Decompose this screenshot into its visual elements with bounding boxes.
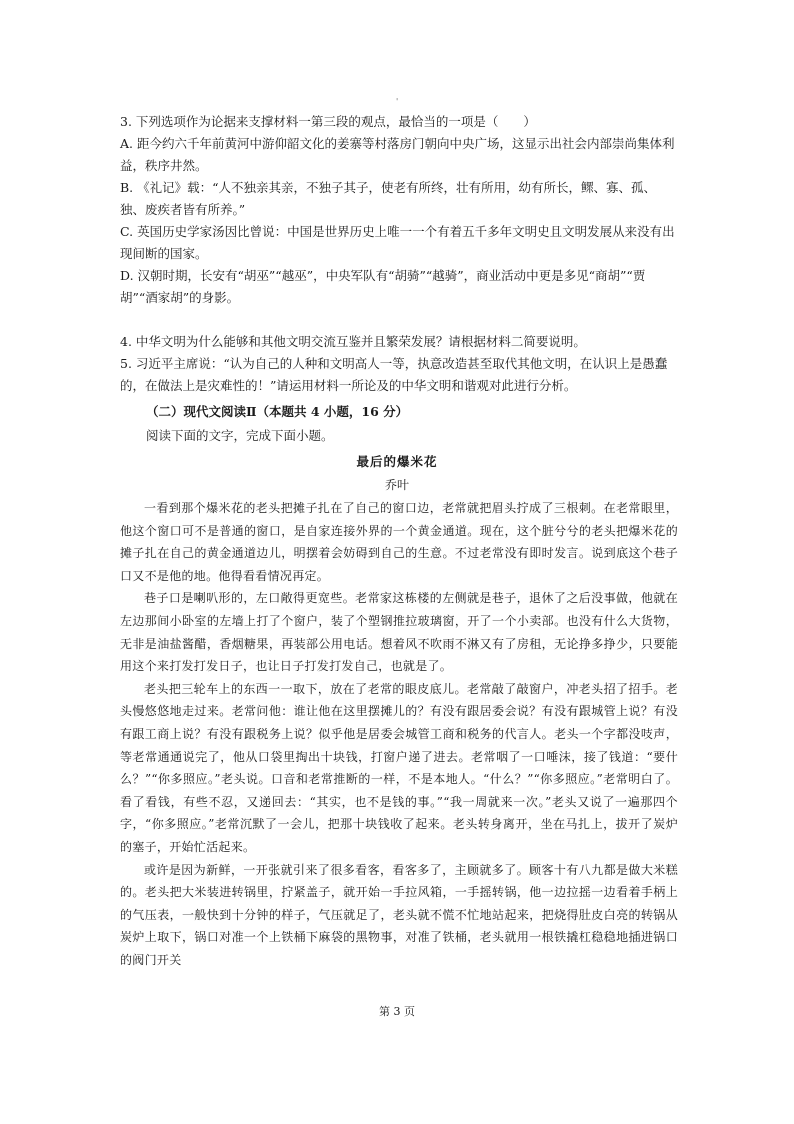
story-paragraph: 老头把三轮车上的东西一一取下，放在了老常的眼皮底儿。老常敲了敲窗户，冲老头招了招手。老头慢悠悠地走过来。老常问他：谁让他在这里摆摊儿的？有没有跟居委会说？有没有跟城管上说？有没有跟工商上说？有没有跟税务上说？似乎他是居委会城管工商和税务的代言人。老头一个字都没吱声，等老常通通说完了，他从口袋里掏出十块钱，打窗户递了进去。老常咽了一口唾沫，接了钱道：“要什么？”“你多照应。”老头说。口音和老常推断的一样，不是本地人。“什么？”“你多照应。”老常明白了。看了看钱，有些不忍，又递回去：“其实，也不是钱的事。”“我一周就来一次。”老头又说了一遍那四个字，“你多照应。”老常沉默了一会儿，把那十块钱收了起来。老头转身离开，坐在马扎上，拔开了炭炉的塞子，开始忙活起来。	[120, 681, 678, 854]
story-paragraph: 巷子口是喇叭形的，左口敞得更宽些。老常家这栋楼的左侧就是巷子，退休了之后没事做，他就在左边那间小卧室的左墙上打了个窗户，装了个塑钢推拉玻璃窗，开了一个小卖部。也没有什么大货物，无非是油盐酱醋，香烟糖果，再装部公用电话。想着风不吹雨不淋又有了房租，无论挣多挣少，只要能用这个来打发打发日子，也让日子打发打发自己，也就是了。	[120, 591, 678, 674]
option-b: B. 《礼记》载：“人不独亲其亲，不独子其子，使老有所终，壮有所用，幼有所长，鳏、寡、孤、独、废疾者皆有所养。”	[120, 180, 657, 217]
story-paragraph: 或许是因为新鲜，一开张就引来了很多看客，看客多了，主顾就多了。顾客十有八九都是做大米糕的。老头把大米装进转锅里，拧紧盖子，就开始一手拉风箱，一手摇转锅，他一边拉摇一边看着手柄上的气压表，一般快到十分钟的样子，气压就足了，老头就不慌不忙地站起来，把烧得肚皮白亮的转锅从炭炉上取下，锅口对准一个上铁桶下麻袋的黑物事，对准了铁桶，老头就用一根铁撬杠稳稳地插进锅口的阀门开关	[120, 862, 678, 967]
option-a: A. 距今约六千年前黄河中游仰韶文化的姜寨等村落房门朝向中央广场，这显示出社会内部崇尚集体利益，秩序井然。	[120, 136, 675, 173]
reading-instruction: 阅读下面的文字，完成下面小题。	[146, 428, 334, 443]
option-d: D. 汉朝时期，长安有“胡巫”“越巫”，中央军队有“胡骑”“越骑”，商业活动中更是多见“商胡”“贾胡”“酒家胡”的身影。	[120, 268, 646, 305]
question-stem: 4. 中华文明为什么能够和其他文明交流互鉴并且繁荣发展？请根据材料二简要说明。	[120, 334, 586, 349]
story-paragraph: 一看到那个爆米花的老头把摊子扎在了自己的窗口边，老常就把眉头拧成了三根刺。在老常眼里，他这个窗口可不是普通的窗口，是自家连接外界的一个黄金通道。现在，这个脏兮兮的老头把爆米花的摊子扎在自己的黄金通道边儿，明摆着会妨碍到自己的生意。不过老常没有即时发言。说到底这个巷子口又不是他的地。他得看看情况再定。	[120, 501, 678, 583]
header-mark: '	[396, 97, 399, 106]
option-c: C. 英国历史学家汤因比曾说：中国是世界历史上唯一一个有着五千多年文明史且文明发展从来没有出现间断的国家。	[120, 224, 675, 261]
page-number: 第 3 页	[379, 1005, 415, 1018]
section-heading: （二）现代文阅读Ⅱ（本题共 4 小题，16 分）	[146, 404, 409, 419]
question-4	[120, 331, 680, 353]
question-stem: 3. 下列选项作为论据来支撑材料一第三段的观点，最恰当的一项是（ ）	[120, 114, 536, 129]
question-5	[120, 353, 680, 397]
story-author: 乔叶	[384, 478, 409, 492]
story-body	[120, 497, 678, 971]
question-3	[120, 111, 680, 309]
story-title: 最后的爆米花	[356, 454, 438, 469]
question-stem: 5. 习近平主席说：“认为自己的人种和文明高人一等，执意改造甚至取代其他文明，在认识上是愚蠢的，在做法上是灾难性的！”请运用材料一所论及的中华文明和谐观对此进行分析。	[120, 356, 668, 393]
